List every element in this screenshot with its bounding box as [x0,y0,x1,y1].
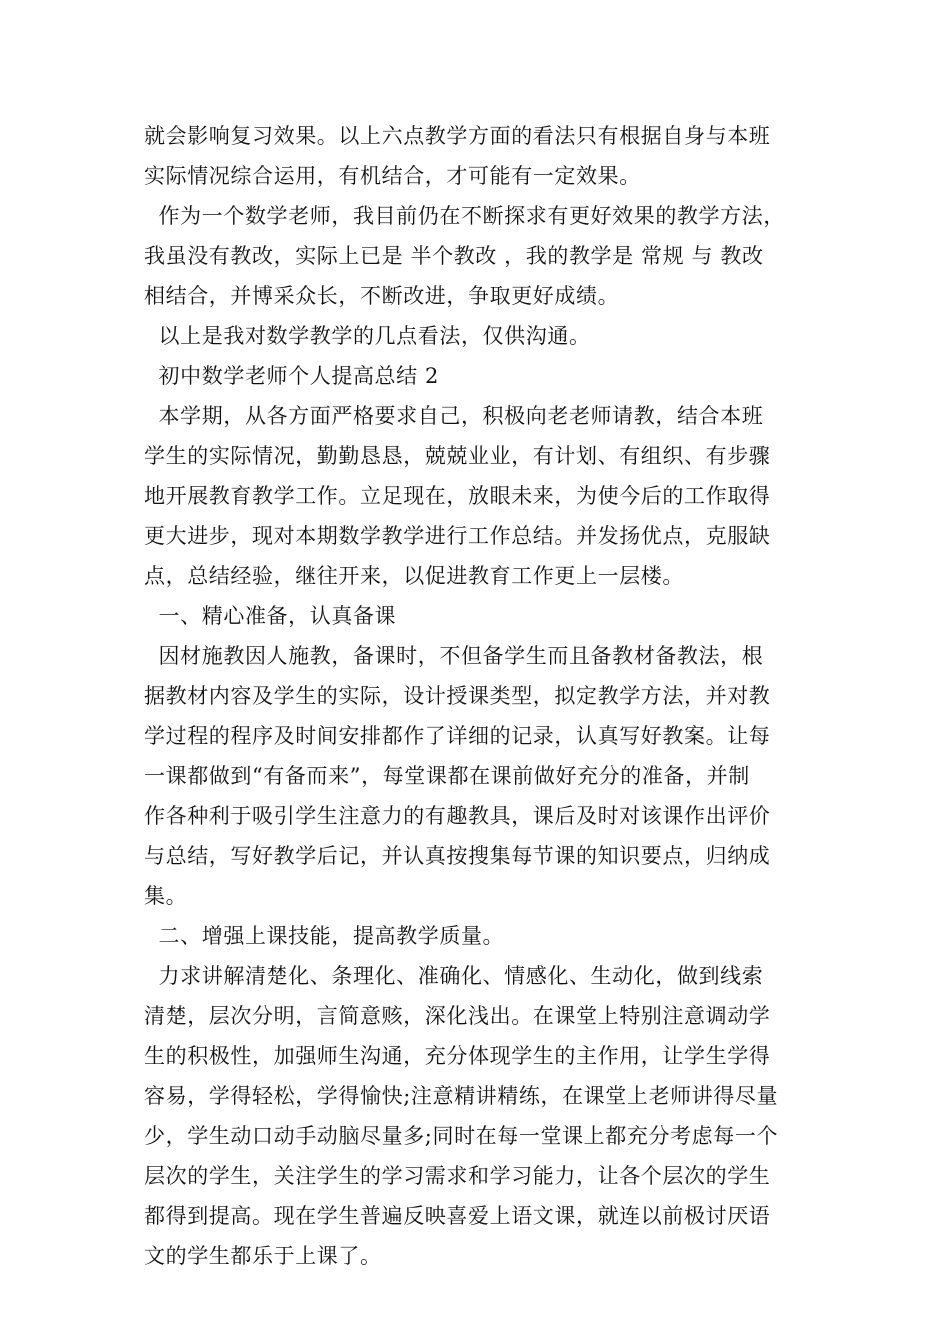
text-line: 都得到提高。现在学生普遍反映喜爱上语文课，就连以前极讨厌语 [144,1204,771,1228]
text-line: 一课都做到“有备而来”，每堂课都在课前做好充分的准备，并制 [144,764,750,788]
text-line: 我虽没有教改，实际上已是 半个教改 ，我的教学是 常规 与 教改 [144,244,764,268]
text-line: 文的学生都乐于上课了。 [144,1244,382,1268]
text-line: 集。 [144,884,188,908]
text-line: 更大进步，现对本期数学教学进行工作总结。并发扬优点，克服缺 [144,524,771,548]
text-line: 与总结，写好教学后记，并认真按搜集每节课的知识要点，归纳成 [144,844,771,868]
text-line: 清楚，层次分明，言简意赅，深化浅出。在课堂上特别注意调动学 [144,1004,771,1028]
text-line: 就会影响复习效果。以上六点教学方面的看法只有根据自身与本班 [144,124,771,148]
document-body [144,116,816,1276]
text-line: 本学期，从各方面严格要求自己，积极向老老师请教，结合本班 [144,404,764,428]
text-line: 实际情况综合运用，有机结合，才可能有一定效果。 [144,164,641,188]
text-line: 据教材内容及学生的实际，设计授课类型，拟定教学方法，并对教 [144,684,771,708]
text-line: 学生的实际情况，勤勤恳恳，兢兢业业，有计划、有组织、有步骤 [144,444,771,468]
text-line: 作为一个数学老师，我目前仍在不断探求有更好效果的教学方法， [144,204,785,228]
text-line: 以上是我对数学教学的几点看法，仅供沟通。 [144,324,591,348]
text-line: 生的积极性，加强师生沟通，充分体现学生的主作用，让学生学得 [144,1044,771,1068]
text-line: 力求讲解清楚化、条理化、准确化、情感化、生动化，做到线索 [144,964,764,988]
text-line: 层次的学生，关注学生的学习需求和学习能力，让各个层次的学生 [144,1164,771,1188]
text-line: 点，总结经验，继往开来，以促进教育工作更上一层楼。 [144,564,684,588]
text-line: 少，学生动口动手动脑尽量多;同时在每一堂课上都充分考虑每一个 [144,1124,779,1148]
text-line: 作各种利于吸引学生注意力的有趣教具，课后及时对该课作出评价 [144,804,771,828]
text-line: 因材施教因人施教，备课时，不但备学生而且备教材备教法，根 [144,644,764,668]
section-heading: 二、增强上课技能，提高教学质量。 [144,924,505,948]
text-line: 相结合，并博采众长，不断改进，争取更好成绩。 [144,284,620,308]
text-line: 容易，学得轻松，学得愉快;注意精讲精练，在课堂上老师讲得尽量 [144,1084,779,1108]
text-line: 地开展教育教学工作。立足现在，放眼未来，为使今后的工作取得 [144,484,771,508]
section-heading: 一、精心准备，认真备课 [144,604,397,628]
text-line: 学过程的程序及时间安排都作了详细的记录，认真写好教案。让每 [144,724,771,748]
section-heading: 初中数学老师个人提高总结 2 [144,364,439,388]
